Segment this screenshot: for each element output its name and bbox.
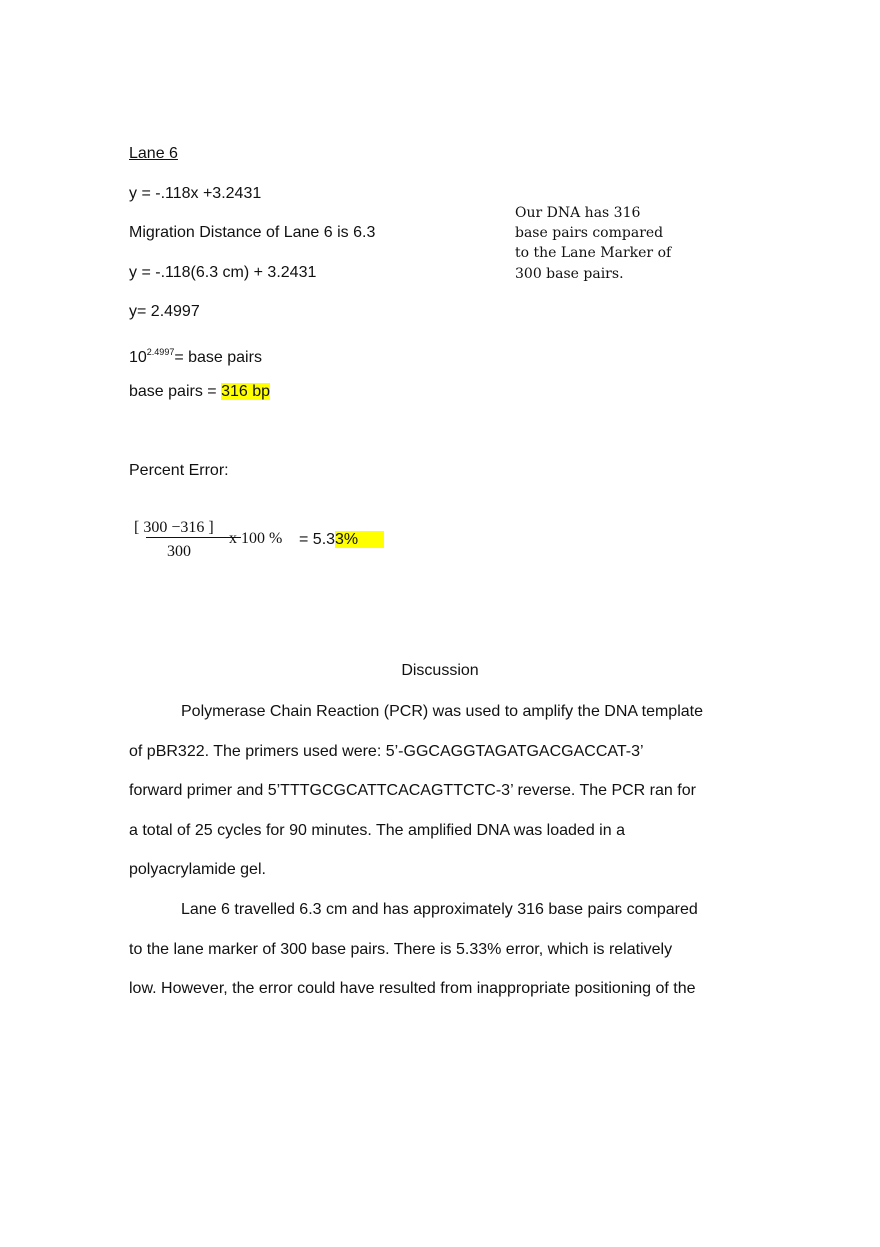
power-equation <box>129 342 262 368</box>
bp-value: 316 bp <box>221 383 270 400</box>
bp-label: base pairs = <box>129 383 222 400</box>
side-note: Our DNA has 316 base pairs compared to the Lane Marker of 300 base pairs. <box>515 205 672 282</box>
formula-numerator: [ 300 −316 ] <box>134 519 214 536</box>
discussion-line: Polymerase Chain Reaction (PCR) was used to amplify the DNA template <box>181 703 703 720</box>
regression-equation: y = -.118x +3.2431 <box>129 185 262 202</box>
lane-heading: Lane 6 <box>129 145 178 162</box>
discussion-line: forward primer and 5’TTTGCGCATTCACAGTTCTC-3’ reverse. The PCR ran for <box>129 782 696 799</box>
percent-error-label: Percent Error: <box>129 462 229 479</box>
formula-denominator: 300 <box>167 543 191 560</box>
substitution: y = -.118(6.3 cm) + 3.2431 <box>129 264 317 281</box>
discussion-line: of pBR322. The primers used were: 5’-GGCAGGTAGATGACGACCAT-3’ <box>129 743 644 760</box>
fraction-bar <box>146 537 241 538</box>
y-result: y= 2.4997 <box>129 303 200 320</box>
base-pairs-line <box>129 382 270 402</box>
discussion-title: Discussion <box>401 662 479 679</box>
discussion-line: low. However, the error could have resulted from inappropriate positioning of the <box>129 980 696 997</box>
power-rest: = base pairs <box>174 349 262 366</box>
discussion-line: to the lane marker of 300 base pairs. There is 5.33% error, which is relatively <box>129 941 673 958</box>
discussion-line: polyacrylamide gel. <box>129 861 266 878</box>
formula-result-highlight: 3% <box>335 531 384 548</box>
migration-distance: Migration Distance of Lane 6 is 6.3 <box>129 224 376 241</box>
formula-result: = 5.3 <box>299 531 336 548</box>
power-base: 10 <box>129 349 147 366</box>
power-exponent: 2.4997 <box>146 347 175 357</box>
discussion-line: a total of 25 cycles for 90 minutes. The amplified DNA was loaded in a <box>129 822 625 839</box>
formula-times: x 100 % <box>229 530 283 547</box>
discussion-line: Lane 6 travelled 6.3 cm and has approximately 316 base pairs compared <box>181 901 698 918</box>
